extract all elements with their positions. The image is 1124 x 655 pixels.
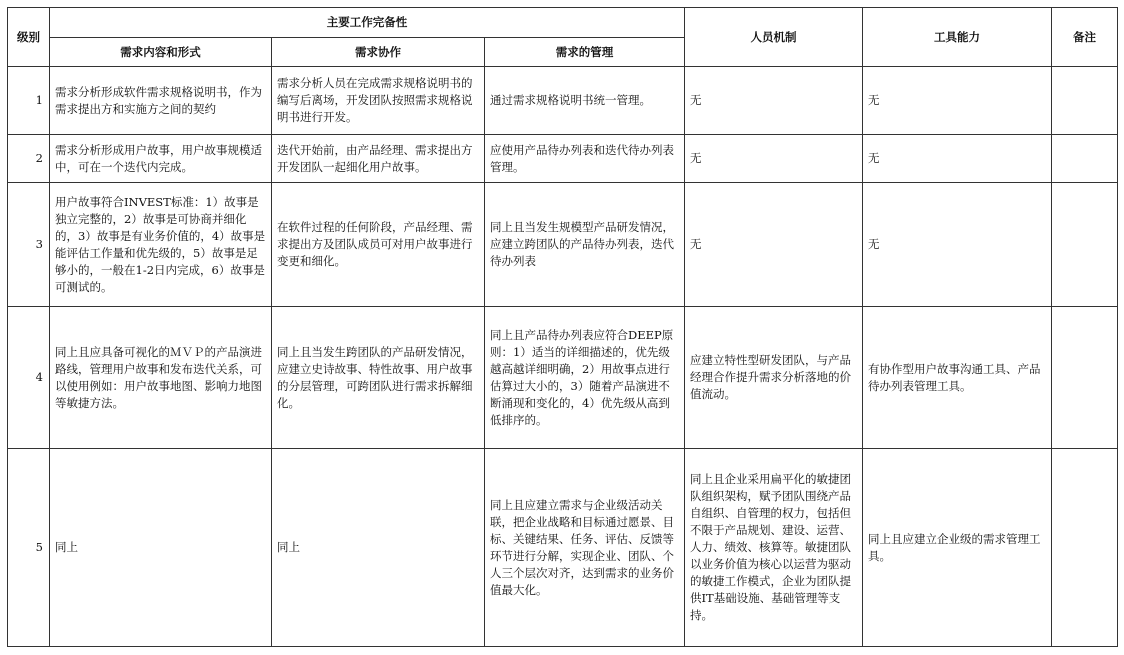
tools-cell: 同上且应建立企业级的需求管理工具。 (863, 449, 1052, 647)
tools-cell: 无 (863, 67, 1052, 135)
level-cell: 2 (8, 135, 50, 183)
header-content-form: 需求内容和形式 (50, 38, 272, 67)
level-cell: 5 (8, 449, 50, 647)
collaboration-cell: 同上 (272, 449, 485, 647)
content-form-cell: 用户故事符合INVEST标准：1）故事是独立完整的，2）故事是可协商并细化的，3）故事是有业务价值的，4）故事是能评估工作量和优先级的，5）故事是足够小的，一般在1-2日内完成，6）故事是可测试的。 (50, 183, 272, 307)
management-cell: 同上且产品待办列表应符合DEEP原则：1）适当的详细描述的，优先级越高越详细明确，2）用故事点进行估算过大小的，3）随着产品演进不断涌现和变化的，4）优先级从高到低排序的。 (485, 307, 685, 449)
level-cell: 4 (8, 307, 50, 449)
table-row (8, 135, 1118, 183)
header-tools: 工具能力 (863, 8, 1052, 67)
notes-cell (1052, 135, 1118, 183)
notes-cell (1052, 449, 1118, 647)
content-form-cell: 同上 (50, 449, 272, 647)
content-form-cell: 需求分析形成软件需求规格说明书，作为需求提出方和实施方之间的契约 (50, 67, 272, 135)
personnel-cell: 无 (685, 183, 863, 307)
collaboration-cell: 同上且当发生跨团队的产品研发情况，应建立史诗故事、特性故事、用户故事的分层管理，可跨团队进行需求拆解细化。 (272, 307, 485, 449)
content-form-cell: 同上且应具备可视化的ＭＶＰ的产品演进路线，管理用户故事和发布迭代关系，可以使用例如：用户故事地图、影响力地图等敏捷方法。 (50, 307, 272, 449)
personnel-cell: 同上且企业采用扁平化的敏捷团队组织架构，赋予团队围绕产品自组织、自管理的权力，包括但不限于产品规划、建设、运营、人力、绩效、核算等。敏捷团队以业务价值为核心以运营为驱动的敏捷工作模式，企业为团队提供IT基础设施、基础管理等支持。 (685, 449, 863, 647)
header-management: 需求的管理 (485, 38, 685, 67)
collaboration-cell: 在软件过程的任何阶段，产品经理、需求提出方及团队成员可对用户故事进行变更和细化。 (272, 183, 485, 307)
level-cell: 1 (8, 67, 50, 135)
tools-cell: 无 (863, 135, 1052, 183)
table-row (8, 183, 1118, 307)
header-level: 级别 (8, 8, 50, 67)
header-collaboration: 需求协作 (272, 38, 485, 67)
tools-cell: 无 (863, 183, 1052, 307)
maturity-table (7, 7, 1118, 647)
personnel-cell: 无 (685, 67, 863, 135)
personnel-cell: 应建立特性型研发团队，与产品经理合作提升需求分析落地的价值流动。 (685, 307, 863, 449)
notes-cell (1052, 183, 1118, 307)
personnel-cell: 无 (685, 135, 863, 183)
table-row (8, 449, 1118, 647)
management-cell: 应使用产品待办列表和迭代待办列表管理。 (485, 135, 685, 183)
content-form-cell: 需求分析形成用户故事，用户故事规模适中，可在一个迭代内完成。 (50, 135, 272, 183)
header-notes: 备注 (1052, 8, 1118, 67)
management-cell: 通过需求规格说明书统一管理。 (485, 67, 685, 135)
collaboration-cell: 迭代开始前，由产品经理、需求提出方开发团队一起细化用户故事。 (272, 135, 485, 183)
table-row (8, 67, 1118, 135)
management-cell: 同上且应建立需求与企业级活动关联，把企业战略和目标通过愿景、目标、关键结果、任务、评估、反馈等环节进行分解，实现企业、团队、个人三个层次对齐，达到需求的业务价值最大化。 (485, 449, 685, 647)
tools-cell: 有协作型用户故事沟通工具、产品待办列表管理工具。 (863, 307, 1052, 449)
management-cell: 同上且当发生规模型产品研发情况，应建立跨团队的产品待办列表，迭代待办列表 (485, 183, 685, 307)
collaboration-cell: 需求分析人员在完成需求规格说明书的编写后离场，开发团队按照需求规格说明书进行开发。 (272, 67, 485, 135)
level-cell: 3 (8, 183, 50, 307)
header-personnel: 人员机制 (685, 8, 863, 67)
notes-cell (1052, 67, 1118, 135)
notes-cell (1052, 307, 1118, 449)
header-main-group: 主要工作完备性 (50, 8, 685, 38)
table-row (8, 307, 1118, 449)
